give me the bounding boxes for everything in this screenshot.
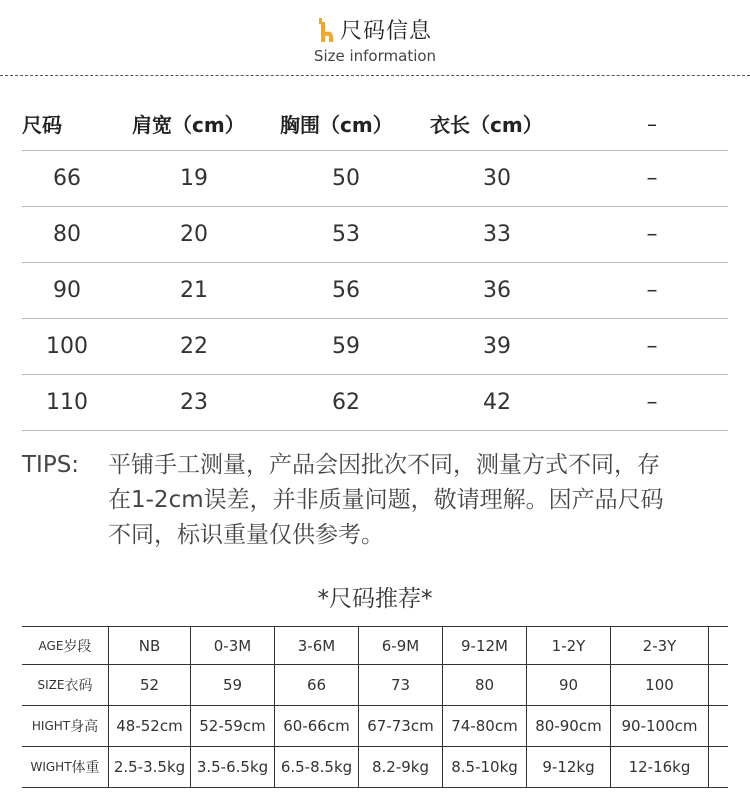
- tips-line: 不同，标识重量仅供参考。: [108, 522, 384, 548]
- table-cell: 30: [483, 166, 511, 191]
- table-cell: 48-52cm: [108, 706, 190, 746]
- table-row: [22, 207, 728, 263]
- table-cell: 12-16kg: [610, 747, 708, 787]
- table-cell: 67-73cm: [358, 706, 442, 746]
- table-cell: 66: [274, 665, 358, 705]
- table-cell: 9-12M: [442, 627, 526, 664]
- table-cell: 60-66cm: [274, 706, 358, 746]
- title-row: [0, 14, 750, 45]
- table-cell: 59: [332, 334, 360, 359]
- table-row-weight: [22, 747, 728, 788]
- table-cell: 53: [332, 222, 360, 247]
- table-cell: 2.5-3.5kg: [108, 747, 190, 787]
- recommend-table: [22, 626, 728, 788]
- tips-text: [108, 448, 738, 553]
- table-cell: 42: [483, 390, 511, 415]
- table-cell: NB: [108, 627, 190, 664]
- table-cell-empty: [708, 627, 728, 664]
- table-row: [22, 263, 728, 319]
- table-row: [22, 319, 728, 375]
- table-cell-empty: [708, 706, 728, 746]
- tips-label: TIPS:: [22, 452, 80, 478]
- table-cell: 39: [483, 334, 511, 359]
- table-cell: 80: [53, 222, 81, 247]
- table-cell: 90: [53, 278, 81, 303]
- table-cell: –: [646, 278, 658, 303]
- table-cell: 6-9M: [358, 627, 442, 664]
- table-cell: 36: [483, 278, 511, 303]
- table-cell-empty: [708, 665, 728, 705]
- row-label: WIGHT 体重: [30, 760, 100, 776]
- dashed-divider: [0, 75, 750, 76]
- table-cell: 100: [610, 665, 708, 705]
- table-cell: 59: [190, 665, 274, 705]
- table-cell-empty: [708, 747, 728, 787]
- table-cell: –: [646, 334, 658, 359]
- table-cell: 3-6M: [274, 627, 358, 664]
- page-title: 尺码信息: [339, 19, 432, 44]
- table-cell: 66: [53, 166, 81, 191]
- table-cell: 2-3Y: [610, 627, 708, 664]
- table-cell: 110: [46, 390, 88, 415]
- table-cell: 80-90cm: [526, 706, 610, 746]
- table-cell: 20: [180, 222, 208, 247]
- column-header: 胸围（cm）: [280, 113, 393, 137]
- table-cell: –: [646, 166, 658, 191]
- table-cell: 21: [180, 278, 208, 303]
- table-cell: 6.5-8.5kg: [274, 747, 358, 787]
- table-cell: 22: [180, 334, 208, 359]
- tips-line: 在1-2cm误差，并非质量问题，敬请理解。因产品尺码: [108, 487, 664, 513]
- column-header: –: [647, 111, 657, 136]
- table-cell: 52: [108, 665, 190, 705]
- column-header: 衣长（cm）: [430, 113, 543, 137]
- table-cell: –: [646, 222, 658, 247]
- table-cell: 3.5-6.5kg: [190, 747, 274, 787]
- table-cell: –: [646, 390, 658, 415]
- table-cell: 56: [332, 278, 360, 303]
- table-cell: 1-2Y: [526, 627, 610, 664]
- table-cell: 33: [483, 222, 511, 247]
- size-table-header: [22, 97, 728, 151]
- table-row-height: [22, 706, 728, 747]
- table-cell: 62: [332, 390, 360, 415]
- table-row: [22, 151, 728, 207]
- table-cell: 100: [46, 334, 88, 359]
- table-cell: 50: [332, 166, 360, 191]
- section-header: [0, 14, 750, 65]
- table-row-age: [22, 627, 728, 665]
- table-row-size: [22, 665, 728, 706]
- table-cell: 52-59cm: [190, 706, 274, 746]
- column-header: 肩宽（cm）: [132, 113, 245, 137]
- recommend-title: *尺码推荐*: [317, 586, 433, 612]
- table-cell: 23: [180, 390, 208, 415]
- table-cell: 74-80cm: [442, 706, 526, 746]
- column-header: 尺码: [22, 113, 62, 137]
- table-cell: 80: [442, 665, 526, 705]
- row-label: SIZE 衣码: [37, 678, 93, 694]
- size-table: [22, 97, 728, 431]
- row-label: HIGHT 身高: [31, 719, 99, 735]
- page-subtitle: Size information: [313, 47, 437, 65]
- row-label: AGE 岁段: [38, 638, 92, 655]
- table-cell: 19: [180, 166, 208, 191]
- table-cell: 0-3M: [190, 627, 274, 664]
- giraffe-icon: [318, 16, 336, 44]
- table-cell: 8.2-9kg: [358, 747, 442, 787]
- table-cell: 73: [358, 665, 442, 705]
- table-cell: 90: [526, 665, 610, 705]
- table-row: [22, 375, 728, 431]
- table-cell: 90-100cm: [610, 706, 708, 746]
- table-cell: 8.5-10kg: [442, 747, 526, 787]
- table-cell: 9-12kg: [526, 747, 610, 787]
- tips-line: 平铺手工测量，产品会因批次不同，测量方式不同，存: [108, 452, 660, 478]
